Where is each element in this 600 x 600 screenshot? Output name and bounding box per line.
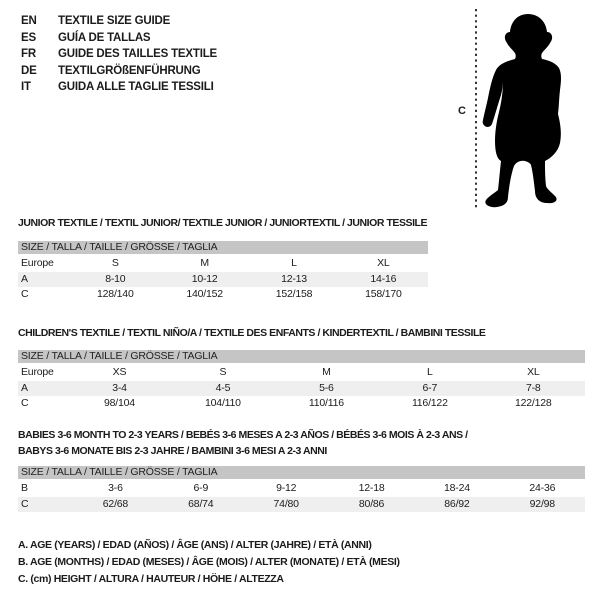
height-cell: 158/170 xyxy=(365,288,402,300)
height-cell: 110/116 xyxy=(308,397,344,409)
age-cell: 6-7 xyxy=(422,381,438,394)
age-cell: 12-18 xyxy=(358,482,385,494)
size-cell: S xyxy=(219,366,227,378)
row-label-cell: C xyxy=(21,497,29,510)
guide-title-it: GUIDA ALLE TAGLIE TESSILI xyxy=(58,81,214,93)
size-cell: M xyxy=(322,366,331,378)
legend-height-cm: C. (cm) HEIGHT / ALTURA / HAUTEUR / HÖHE / ALTEZZA xyxy=(18,572,284,585)
size-cell: XS xyxy=(112,366,127,378)
legend-age-months: B. AGE (MONTHS) / EDAD (MESES) / ÂGE (MOIS) / ALTER (MONATE) / ETÀ (MESI) xyxy=(18,555,400,568)
table-row-height xyxy=(18,497,585,513)
height-cell: 122/128 xyxy=(515,397,552,409)
size-cell: XL xyxy=(377,257,390,269)
age-cell: 6-9 xyxy=(193,482,209,494)
height-cell: 74/80 xyxy=(273,497,299,510)
guide-title-es: GUÍA DE TALLAS xyxy=(58,31,151,44)
language-row-de xyxy=(21,63,217,80)
guide-title-de: TEXTILGRÖßENFÜHRUNG xyxy=(58,64,201,77)
row-label-cell: A xyxy=(21,272,28,285)
table-row-europe xyxy=(18,365,585,381)
language-code: FR xyxy=(21,48,36,60)
language-code: ES xyxy=(21,31,36,44)
row-label-cell: B xyxy=(21,482,28,494)
baby-silhouette-icon xyxy=(455,2,600,214)
baby-silhouette-shape xyxy=(483,14,561,207)
age-cell: 7-8 xyxy=(526,381,541,394)
age-cell: 10-12 xyxy=(191,272,218,285)
babies-title-line-2: BABYS 3-6 MONATE BIS 2-3 JAHRE / BAMBINI 3-6 MESI A 2-3 ANNI xyxy=(18,444,327,457)
language-row-it xyxy=(21,79,217,96)
height-measure-label: C xyxy=(458,105,466,117)
height-cell: 128/140 xyxy=(97,288,134,300)
row-label-cell: A xyxy=(21,381,28,394)
language-code: IT xyxy=(21,81,31,93)
measurement-legend xyxy=(18,537,400,587)
row-label-cell: Europe xyxy=(21,366,54,378)
language-code: EN xyxy=(21,15,37,27)
height-cell: 116/122 xyxy=(411,397,448,409)
size-cell: M xyxy=(200,257,209,269)
height-cell: 98/104 xyxy=(104,397,135,409)
size-cell: L xyxy=(291,257,297,269)
height-cell: 80/86 xyxy=(358,497,385,510)
language-row-fr xyxy=(21,46,217,63)
size-cell: XL xyxy=(527,366,540,378)
table-row-europe xyxy=(18,256,428,272)
age-cell: 18-24 xyxy=(444,482,470,494)
age-cell: 9-12 xyxy=(276,482,297,494)
table-row-age-months xyxy=(18,481,585,497)
height-cell: 68/74 xyxy=(188,497,214,510)
age-cell: 12-13 xyxy=(281,272,307,285)
language-code: DE xyxy=(21,64,37,77)
table-row-height xyxy=(18,287,428,303)
table-row-height xyxy=(18,396,585,412)
row-label-cell: Europe xyxy=(21,257,54,269)
legend-age-years: A. AGE (YEARS) / EDAD (AÑOS) / ÂGE (ANS) / ALTER (JAHRE) / ETÀ (ANNI) xyxy=(18,539,372,551)
height-cell: 104/110 xyxy=(205,397,241,409)
baby-figure xyxy=(455,2,600,214)
children-table-title: CHILDREN'S TEXTILE / TEXTIL NIÑO/A / TEXTILE DES ENFANTS / KINDERTEXTIL / BAMBINI TESSILE xyxy=(18,327,486,339)
junior-size-table xyxy=(18,241,428,303)
age-cell: 3-6 xyxy=(108,482,123,494)
size-header-bar: SIZE / TALLA / TAILLE / GRÖSSE / TAGLIA xyxy=(18,466,585,479)
size-header-bar: SIZE / TALLA / TAILLE / GRÖSSE / TAGLIA xyxy=(18,350,585,363)
age-cell: 3-4 xyxy=(112,381,127,394)
age-cell: 8-10 xyxy=(105,272,126,285)
guide-title-fr: GUIDE DES TAILLES TEXTILE xyxy=(58,48,217,60)
size-header-bar: SIZE / TALLA / TAILLE / GRÖSSE / TAGLIA xyxy=(18,241,428,254)
children-size-table xyxy=(18,350,585,412)
language-row-en xyxy=(21,13,217,30)
age-cell: 4-5 xyxy=(215,381,231,394)
guide-title-en: TEXTILE SIZE GUIDE xyxy=(58,15,171,27)
babies-table-title xyxy=(18,428,468,459)
height-cell: 62/68 xyxy=(102,497,129,510)
babies-title-line-1: BABIES 3-6 MONTH TO 2-3 YEARS / BEBÉS 3-6 MESES A 2-3 AÑOS / BÉBÉS 3-6 MOIS À 2-3 ANS / xyxy=(18,429,468,441)
age-cell: 14-16 xyxy=(370,272,397,285)
size-cell: S xyxy=(111,257,119,269)
age-cell: 24-36 xyxy=(529,482,556,494)
junior-table-title: JUNIOR TEXTILE / TEXTIL JUNIOR/ TEXTILE JUNIOR / JUNIORTEXTIL / JUNIOR TESSILE xyxy=(18,217,428,229)
age-cell: 5-6 xyxy=(319,381,334,394)
height-cell: 92/98 xyxy=(529,497,555,510)
language-list xyxy=(21,13,217,96)
row-label-cell: C xyxy=(21,397,29,409)
height-cell: 140/152 xyxy=(186,288,223,300)
table-row-age xyxy=(18,381,585,397)
language-row-es xyxy=(21,30,217,47)
table-row-age xyxy=(18,272,428,288)
babies-size-table xyxy=(18,466,585,512)
row-label-cell: C xyxy=(21,288,29,300)
size-cell: L xyxy=(427,366,433,378)
height-cell: 86/92 xyxy=(444,497,470,510)
height-cell: 152/158 xyxy=(275,288,313,300)
